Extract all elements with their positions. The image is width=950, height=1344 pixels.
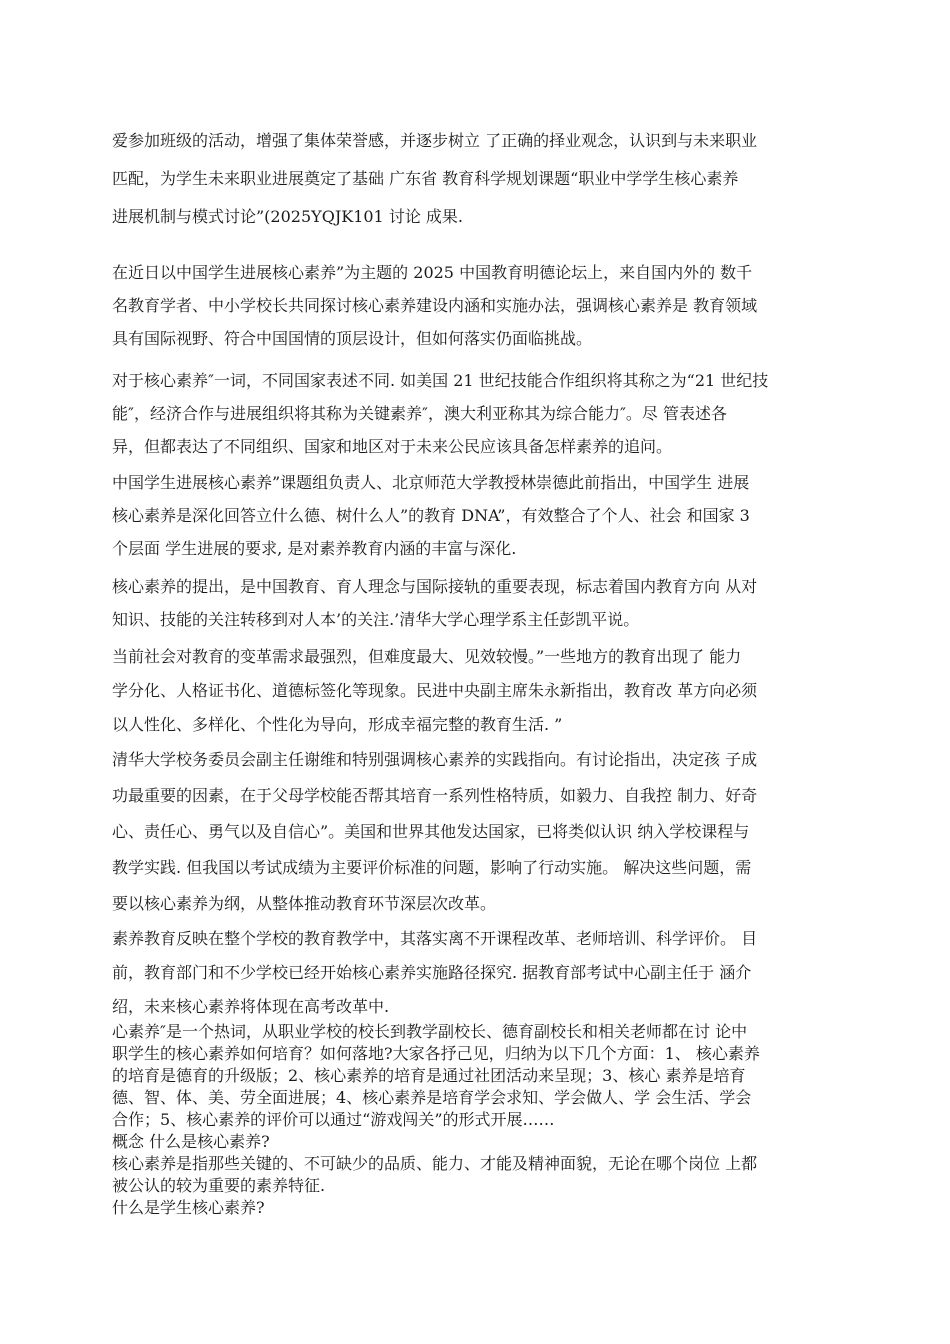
text-line: 个层面 学生进展的要求, 是对素养教育内涵的丰富与深化. xyxy=(112,539,517,558)
text-line: 名教育学者、中小学校长共同探讨核心素养建设内涵和实施办法，强调核心素养是 教育领域 xyxy=(112,296,758,315)
paragraph-definition xyxy=(112,1153,850,1197)
paragraph-5 xyxy=(112,570,850,636)
text-line: 合作；5、核心素养的评价可以通过“游戏闯关”的形式开展…… xyxy=(112,1110,555,1129)
text-line: 以人性化、多样化、个性化为导向，形成幸福完整的教育生活. ” xyxy=(112,715,563,734)
text-line: 的培育是德育的升级版；2、核心素养的培育是通过社团活动来呈现；3、核心 素养是培育 xyxy=(112,1066,746,1085)
text-line: 职学生的核心素养如何培育？如何落地?大家各抒己见，归纳为以下几个方面：1、 核心素养 xyxy=(112,1044,760,1063)
section-heading-concept xyxy=(112,1131,850,1153)
text-line: 绍，未来核心素养将体现在高考改革中. xyxy=(112,997,390,1016)
text-line: 要以核心素养为纲，从整体推动教育环节深层次改革。 xyxy=(112,894,497,913)
text-line: 对于核心素养″一词，不同国家表述不同. 如美国 21 世纪技能合作组织将其称之为“21 世纪技 xyxy=(112,371,769,390)
text-line: 素养教育反映在整个学校的教育教学中，其落实离不开课程改革、老师培训、科学评价。 目 xyxy=(112,929,758,948)
text-line: 被公认的较为重要的素养特征. xyxy=(112,1176,326,1195)
paragraph-1 xyxy=(112,122,850,236)
text-line: 进展机制与模式讨论”(2025YQJK101 讨论 成果. xyxy=(112,207,463,226)
text-line: 核心素养是深化回答立什么德、树什么人”的教育 DNA”，有效整合了个人、社会 和国家 3 xyxy=(112,506,750,525)
paragraph-2 xyxy=(112,256,850,355)
text-line: 教学实践. 但我国以考试成绩为主要评价标准的问题，影响了行动实施。 解决这些问题，需 xyxy=(112,858,752,877)
text-line: 功最重要的因素，在于父母学校能否帮其培育一系列性格特质，如毅力、自我控 制力、好奇 xyxy=(112,786,758,805)
text-line: 心素养″是一个热词，从职业学校的校长到教学副校长、德育副校长和相关老师都在讨 论中 xyxy=(112,1022,748,1041)
paragraph-8 xyxy=(112,922,850,1024)
paragraph-3 xyxy=(112,364,850,463)
text-line: 核心素养的提出，是中国教育、育人理念与国际接轨的重要表现，标志着国内教育方向 从对 xyxy=(112,577,758,596)
paragraph-7 xyxy=(112,742,850,922)
text-line: 能″，经济合作与进展组织将其称为关键素养″，澳大利亚称其为综合能力″。尽 管表述各 xyxy=(112,404,728,423)
text-line: 爱参加班级的活动，增强了集体荣誉感，并逐步树立 了正确的择业观念，认识到与未来职业 xyxy=(112,131,758,150)
text-line: 知识、技能的关注转移到对人本’的关注.’清华大学心理学系主任彭凯平说。 xyxy=(112,610,640,629)
text-line: 心、责任心、勇气以及自信心”。美国和世界其他发达国家，已将类似认识 纳入学校课程与 xyxy=(112,822,750,841)
section-heading-student-core-literacy xyxy=(112,1197,850,1219)
text-line: 什么是学生核心素养? xyxy=(112,1198,265,1217)
paragraph-6 xyxy=(112,640,850,742)
text-line: 匹配，为学生未来职业进展奠定了基础 广东省 教育科学规划课题“职业中学学生核心素养 xyxy=(112,169,739,188)
paragraph-9 xyxy=(112,1021,850,1131)
text-line: 在近日以中国学生进展核心素养”为主题的 2025 中国教育明德论坛上，来自国内外的 数千 xyxy=(112,263,753,282)
text-line: 具有国际视野、符合中国国情的顶层设计，但如何落实仍面临挑战。 xyxy=(112,329,593,348)
text-line: 异，但都表达了不同组织、国家和地区对于未来公民应该具备怎样素养的追问。 xyxy=(112,437,673,456)
text-line: 中国学生进展核心素养”课题组负责人、北京师范大学教授林崇德此前指出，中国学生 进展 xyxy=(112,473,750,492)
text-line: 清华大学校务委员会副主任谢维和特别强调核心素养的实践指向。有讨论指出，决定孩 子成 xyxy=(112,750,758,769)
text-line: 核心素养是指那些关键的、不可缺少的品质、能力、才能及精神面貌，无论在哪个岗位 上都 xyxy=(112,1154,758,1173)
text-line: 前，教育部门和不少学校已经开始核心素养实施路径探究. 据教育部考试中心副主任于 涵介 xyxy=(112,963,752,982)
paragraph-4 xyxy=(112,466,850,565)
text-line: 当前社会对教育的变革需求最强烈，但难度最大、见效较慢。”一些地方的教育出现了 能力 xyxy=(112,647,742,666)
text-line: 学分化、人格证书化、道德标签化等现象。民进中央副主席朱永新指出，教育改 革方向必须 xyxy=(112,681,758,700)
text-line: 概念 什么是核心素养? xyxy=(112,1132,270,1151)
text-line: 德、智、体、美、劳全面进展；4、核心素养是培育学会求知、学会做人、学 会生活、学会 xyxy=(112,1088,752,1107)
